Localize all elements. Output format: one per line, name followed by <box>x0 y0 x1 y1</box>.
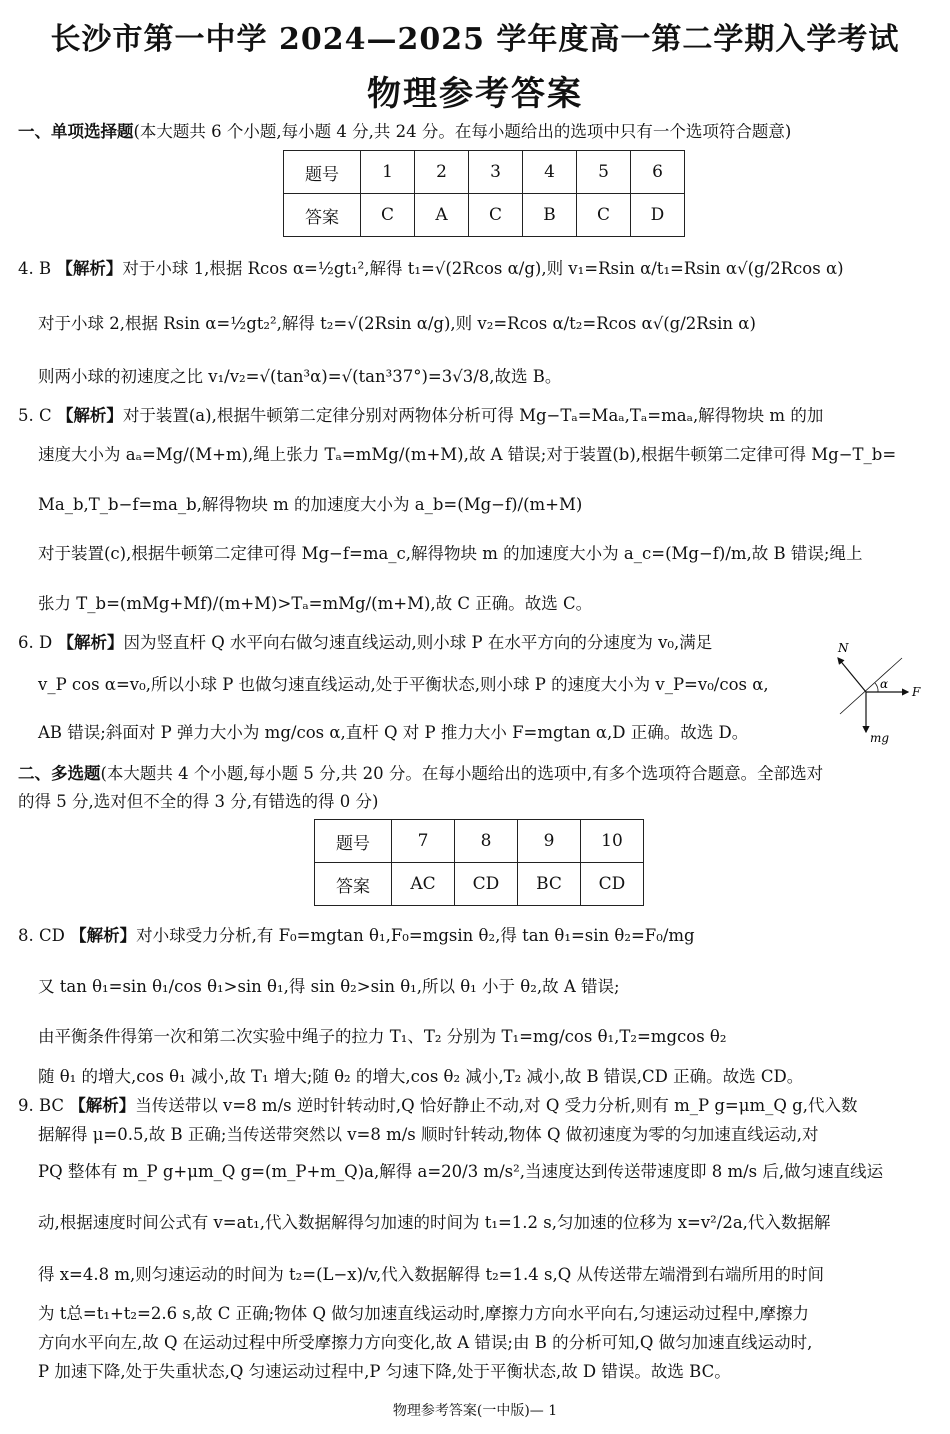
q6-line-3: AB 错误;斜面对 P 弹力大小为 mg/cos α,直杆 Q 对 P 推力大小 F=mgtan α,D 正确。故选 D。 <box>38 723 749 742</box>
table-cell: C <box>577 194 631 237</box>
table-cell: 1 <box>361 151 415 194</box>
q4-text: 对于小球 1,根据 Rcos α=½gt₁²,解得 t₁=√(2Rcos α/g),则 v₁=Rsin α/t₁=Rsin α√(g/2Rcos α) <box>122 259 844 278</box>
q9-line-5: 得 x=4.8 m,则匀速运动的时间为 t₂=(L−x)/v,代入数据解得 t₂=1.4 s,Q 从传送带左端滑到右端所用的时间 <box>38 1265 824 1284</box>
table-cell: D <box>631 194 685 237</box>
section2-heading-line <box>18 763 823 785</box>
q8-line-4: 随 θ₁ 的增大,cos θ₁ 减小,故 T₁ 增大;随 θ₂ 的增大,cos θ₂ 减小,T₂ 减小,故 B 错误,CD 正确。故选 CD。 <box>38 1067 804 1086</box>
q8-text: 对小球受力分析,有 F₀=mgtan θ₁,F₀=mgsin θ₂,得 tan θ₁=sin θ₂=F₀/mg <box>136 926 695 945</box>
page-footer: 物理参考答案(一中版)— 1 <box>392 1403 558 1419</box>
section1-heading-line <box>18 121 791 143</box>
q5-line-3: Ma_b,T_b−f=ma_b,解得物块 m 的加速度大小为 a_b=(Mg−f)/(m+M) <box>38 495 583 514</box>
q4-line-3: 则两小球的初速度之比 v₁/v₂=√(tan³α)=√(tan³37°)=3√3/8,故选 B。 <box>38 367 562 386</box>
table-cell: C <box>469 194 523 237</box>
q6-line-1 <box>18 632 712 654</box>
incline-line <box>840 658 902 714</box>
table-cell: CD <box>455 863 518 906</box>
table-cell: AC <box>392 863 455 906</box>
force-diagram <box>820 636 935 751</box>
q8-line-2: 又 tan θ₁=sin θ₁/cos θ₁>sin θ₁,得 sin θ₂>sin θ₁,所以 θ₁ 小于 θ₂,故 A 错误; <box>38 977 620 996</box>
q8-line-1 <box>18 925 695 947</box>
table-cell: 10 <box>581 820 644 863</box>
label-mg: mg <box>870 731 890 745</box>
q5-number: 5. C <box>18 406 52 425</box>
exam-title: 长沙市第一中学 2024—2025 学年度高一第二学期入学考试 <box>50 22 900 57</box>
section2-desc-line-2: 的得 5 分,选对但不全的得 3 分,有错选的得 0 分) <box>18 792 379 811</box>
q9-line-6: 为 t总=t₁+t₂=2.6 s,故 C 正确;物体 Q 做匀加速直线运动时,摩擦力方向水平向右,匀速运动过程中,摩擦力 <box>38 1304 809 1323</box>
q6-text: 因为竖直杆 Q 水平向右做匀速直线运动,则小球 P 在水平方向的分速度为 v₀,满足 <box>123 633 713 652</box>
normal-force-arrow <box>838 658 866 692</box>
q9-line-4: 动,根据速度时间公式有 v=at₁,代入数据解得匀加速的时间为 t₁=1.2 s,匀加速的位移为 x=v²/2a,代入数据解 <box>38 1213 831 1232</box>
q9-number: 9. BC <box>18 1096 65 1115</box>
exam-subtitle: 物理参考答案 <box>367 74 583 114</box>
table-cell: 6 <box>631 151 685 194</box>
q9-line-7: 方向水平向左,故 Q 在运动过程中所受摩擦力方向变化,故 A 错误;由 B 的分析可知,Q 做匀加速直线运动时, <box>38 1333 813 1352</box>
table-row <box>315 820 644 863</box>
section1-heading: 一、单项选择题 <box>18 122 134 141</box>
q9-line-8: P 加速下降,处于失重状态,Q 匀速运动过程中,P 匀速下降,处于平衡状态,故 D 错误。故选 BC。 <box>38 1362 731 1381</box>
label-n: N <box>838 641 849 655</box>
label-alpha: α <box>880 677 889 691</box>
table-cell: A <box>415 194 469 237</box>
table-cell: BC <box>518 863 581 906</box>
q9-line-1 <box>18 1095 857 1117</box>
q8-line-3: 由平衡条件得第一次和第二次实验中绳子的拉力 T₁、T₂ 分别为 T₁=mg/cos θ₁,T₂=mgcos θ₂ <box>38 1027 727 1046</box>
table-cell: 8 <box>455 820 518 863</box>
table-header-cell: 题号 <box>284 151 361 194</box>
q9-text: 当传送带以 v=8 m/s 逆时针转动时,Q 恰好静止不动,对 Q 受力分析,则有 m_P g=μm_Q g,代入数 <box>135 1096 858 1115</box>
table-cell: 2 <box>415 151 469 194</box>
q5-tag: 【解析】 <box>56 406 123 425</box>
q5-line-1 <box>18 405 823 427</box>
section2-heading: 二、多选题 <box>18 764 101 783</box>
table-cell: B <box>523 194 577 237</box>
q9-line-2: 据解得 μ=0.5,故 B 正确;当传送带突然以 v=8 m/s 顺时针转动,物体 Q 做初速度为零的匀加速直线运动,对 <box>38 1125 819 1144</box>
table-cell: 4 <box>523 151 577 194</box>
q4-line-2: 对于小球 2,根据 Rsin α=½gt₂²,解得 t₂=√(2Rsin α/g),则 v₂=Rcos α/t₂=Rcos α√(g/2Rsin α) <box>38 314 756 333</box>
table-row <box>284 194 685 237</box>
table-cell: CD <box>581 863 644 906</box>
q9-tag: 【解析】 <box>69 1096 136 1115</box>
q6-line-2: v_P cos α=v₀,所以小球 P 也做匀速直线运动,处于平衡状态,则小球 P 的速度大小为 v_P=v₀/cos α, <box>38 675 769 694</box>
table-cell: 5 <box>577 151 631 194</box>
table-cell: C <box>361 194 415 237</box>
table-header-cell: 答案 <box>284 194 361 237</box>
section1-desc: (本大题共 6 个小题,每小题 4 分,共 24 分。在每小题给出的选项中只有一个选项符合题意) <box>133 122 792 141</box>
q9-line-3: PQ 整体有 m_P g+μm_Q g=(m_P+m_Q)a,解得 a=20/3 m/s²,当速度达到传送带速度即 8 m/s 后,做匀速直线运 <box>38 1162 884 1181</box>
q4-line-1 <box>18 258 844 280</box>
table-cell: 9 <box>518 820 581 863</box>
section2-desc: (本大题共 4 个小题,每小题 5 分,共 20 分。在每小题给出的选项中,有多个选项符合题意。全部选对 <box>100 764 824 783</box>
section2-answer-table <box>314 819 644 906</box>
table-cell: 7 <box>392 820 455 863</box>
q6-tag: 【解析】 <box>57 633 124 652</box>
q5-line-5: 张力 T_b=(mMg+Mf)/(m+M)>Tₐ=mMg/(m+M),故 C 正确。故选 C。 <box>38 594 593 613</box>
q6-number: 6. D <box>18 633 53 652</box>
q5-line-2: 速度大小为 aₐ=Mg/(M+m),绳上张力 Tₐ=mMg/(m+M),故 A 错误;对于装置(b),根据牛顿第二定律可得 Mg−T_b= <box>38 445 897 464</box>
section1-answer-table <box>283 150 685 237</box>
table-row <box>315 863 644 906</box>
q4-tag: 【解析】 <box>56 259 123 278</box>
q8-tag: 【解析】 <box>70 926 137 945</box>
q5-text: 对于装置(a),根据牛顿第二定律分别对两物体分析可得 Mg−Tₐ=Maₐ,Tₐ=maₐ,解得物块 m 的加 <box>122 406 824 425</box>
q8-number: 8. CD <box>18 926 65 945</box>
label-f: F <box>912 685 921 699</box>
q4-number: 4. B <box>18 259 52 278</box>
angle-arc <box>875 683 878 692</box>
q5-line-4: 对于装置(c),根据牛顿第二定律可得 Mg−f=ma_c,解得物块 m 的加速度大小为 a_c=(Mg−f)/m,故 B 错误;绳上 <box>38 544 863 563</box>
table-header-cell: 答案 <box>315 863 392 906</box>
table-header-cell: 题号 <box>315 820 392 863</box>
table-cell: 3 <box>469 151 523 194</box>
table-row <box>284 151 685 194</box>
